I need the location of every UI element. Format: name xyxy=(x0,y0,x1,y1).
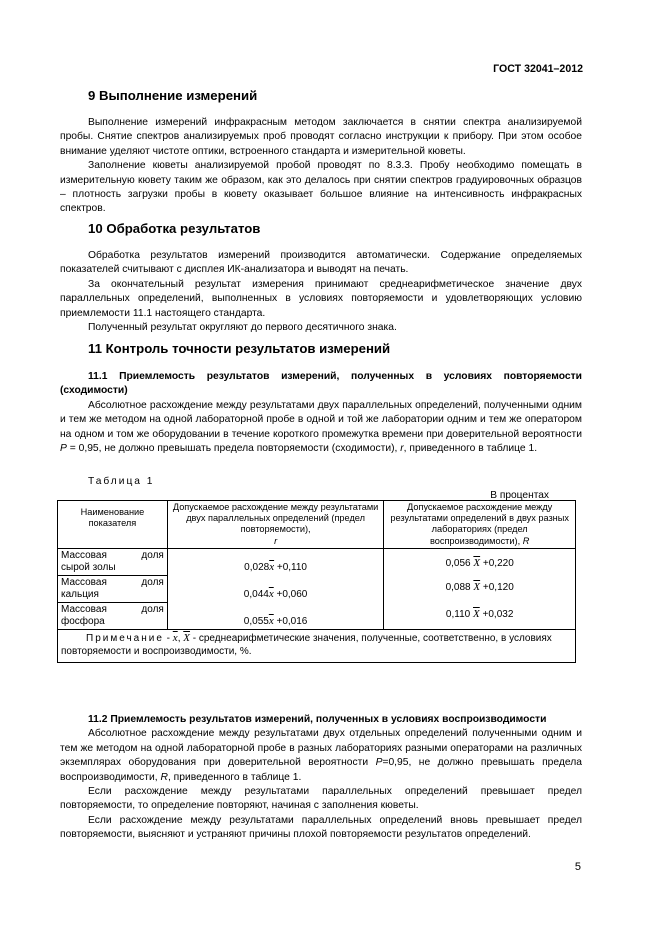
paragraph: Абсолютное расхождение между результатами двух параллельных определений, полученными одним и тем же методом на одной лабораторной пробе в одной и той же лаборатории одним и тем же оператором на одном и том же оборудовании в течение короткого промежутка времени при доверительной вероятности P = 0,95, не должно превышать предела повторяемости (сходимости), r, приведенного в таблице 1. xyxy=(60,399,582,455)
table-row xyxy=(58,575,576,602)
table-caption: Таблица 1 xyxy=(88,476,155,487)
indicator-cell: Массовая доля фосфора xyxy=(58,602,168,629)
column-header: Наименование показателя xyxy=(58,501,168,549)
table-header-row xyxy=(58,501,576,549)
paragraph: Выполнение измерений инфракрасным методом заключается в снятии спектра анализируемой пробы. Снятие спектров анализируемых проб проводят согласно инструкции к прибору. При этом особое внимание уделяют чистоте оптики, встроенного стандарта и измерительной кюветы. xyxy=(60,117,582,157)
reproducibility-formula: 0,088 $\overline{X} +0,120$ xyxy=(384,575,576,602)
paragraph: Если расхождение между результатами параллельных определений превышает предел повторяемости, то определение повторяют, начиная с заполнения кюветы. xyxy=(60,786,582,812)
section-10-title: 10 Обработка результатов xyxy=(88,221,261,236)
repeatability-formula: $0,055\overline{x} +0,016$ xyxy=(167,602,383,629)
table-note: Примечание - $\overline{x}$, $\overline{X}$ - среднеарифметические значения, полученные, соответственно, в условиях повторяемости и воспроизводимости, %. xyxy=(58,629,576,662)
table-1 xyxy=(57,500,576,663)
repeatability-formula: $0,028\overline{x} +0,110$ xyxy=(167,548,383,575)
subsection-11-1-title: 11.1 Приемлемость результатов измерений, полученных в условиях повторяемости (сходимости) xyxy=(60,371,582,397)
section-11-1-body xyxy=(60,370,582,456)
indicator-cell: Массовая доля кальция xyxy=(58,575,168,602)
document-code: ГОСТ 32041–2012 xyxy=(493,63,583,75)
indicator-cell: Массовая доля сырой золы xyxy=(58,548,168,575)
table-units: В процентах xyxy=(490,490,549,501)
section-11-2-body xyxy=(60,713,582,843)
paragraph: Заполнение кюветы анализируемой пробой проводят по 8.3.3. Пробу необходимо помещать в измерительную кювету таким же образом, как это делалось при снятии спектров градуировочных образцов – плотность загрузки пробы в кювету оказывает большое влияние на интенсивность инфракрасных спектров. xyxy=(60,160,582,215)
table-row xyxy=(58,602,576,629)
section-9-body xyxy=(60,116,582,217)
section-11-title: 11 Контроль точности результатов измерений xyxy=(88,341,391,356)
subsection-11-2-title: 11.2 Приемлемость результатов измерений, полученных в условиях воспроизводимости xyxy=(88,714,547,725)
table-note-row xyxy=(58,629,576,662)
paragraph: Обработка результатов измерений производится автоматически. Содержание определяемых показателей считывают с дисплея ИК-анализатора и выводят на печать. xyxy=(60,250,582,276)
paragraph: Если расхождение между результатами параллельных определений вновь превышает предел повторяемости, выясняют и устраняют причины плохой повторяемости результатов определений. xyxy=(60,814,582,841)
reproducibility-formula: 0,056 $\overline{X} +0,220$ xyxy=(384,548,576,575)
paragraph: Абсолютное расхождение между результатами двух отдельных определений полученными одним и тем же методом на одной лабораторной пробе в разных лабораториях разными операторами на различных экземплярах оборудования при доверительной вероятности P=0,95, не должно превышать предела воспроизводимости, R, приведенного в таблице 1. xyxy=(60,728,582,783)
reproducibility-formula: 0,110 $\overline{X} +0,032$ xyxy=(384,602,576,629)
paragraph: За окончательный результат измерения принимают среднеарифметическое значение двух параллельных определений, выполненных в условиях повторяемости и удовлетворяющих условию приемлемости 11.1 настоящего стандарта. xyxy=(60,278,582,319)
repeatability-formula: $0,044\overline{x} +0,060$ xyxy=(167,575,383,602)
page-number: 5 xyxy=(574,861,581,873)
column-header: Допускаемое расхождение между результатами двух параллельных определений (предел повторяемости), r xyxy=(167,501,383,549)
column-header: Допускаемое расхождение между результатами определений в двух разных лабораториях (предел воспроизводимости), R xyxy=(384,501,576,549)
paragraph: Полученный результат округляют до первого десятичного знака. xyxy=(88,322,397,334)
table-row xyxy=(58,548,576,575)
section-10-body xyxy=(60,249,582,335)
section-9-title: 9 Выполнение измерений xyxy=(88,88,258,103)
